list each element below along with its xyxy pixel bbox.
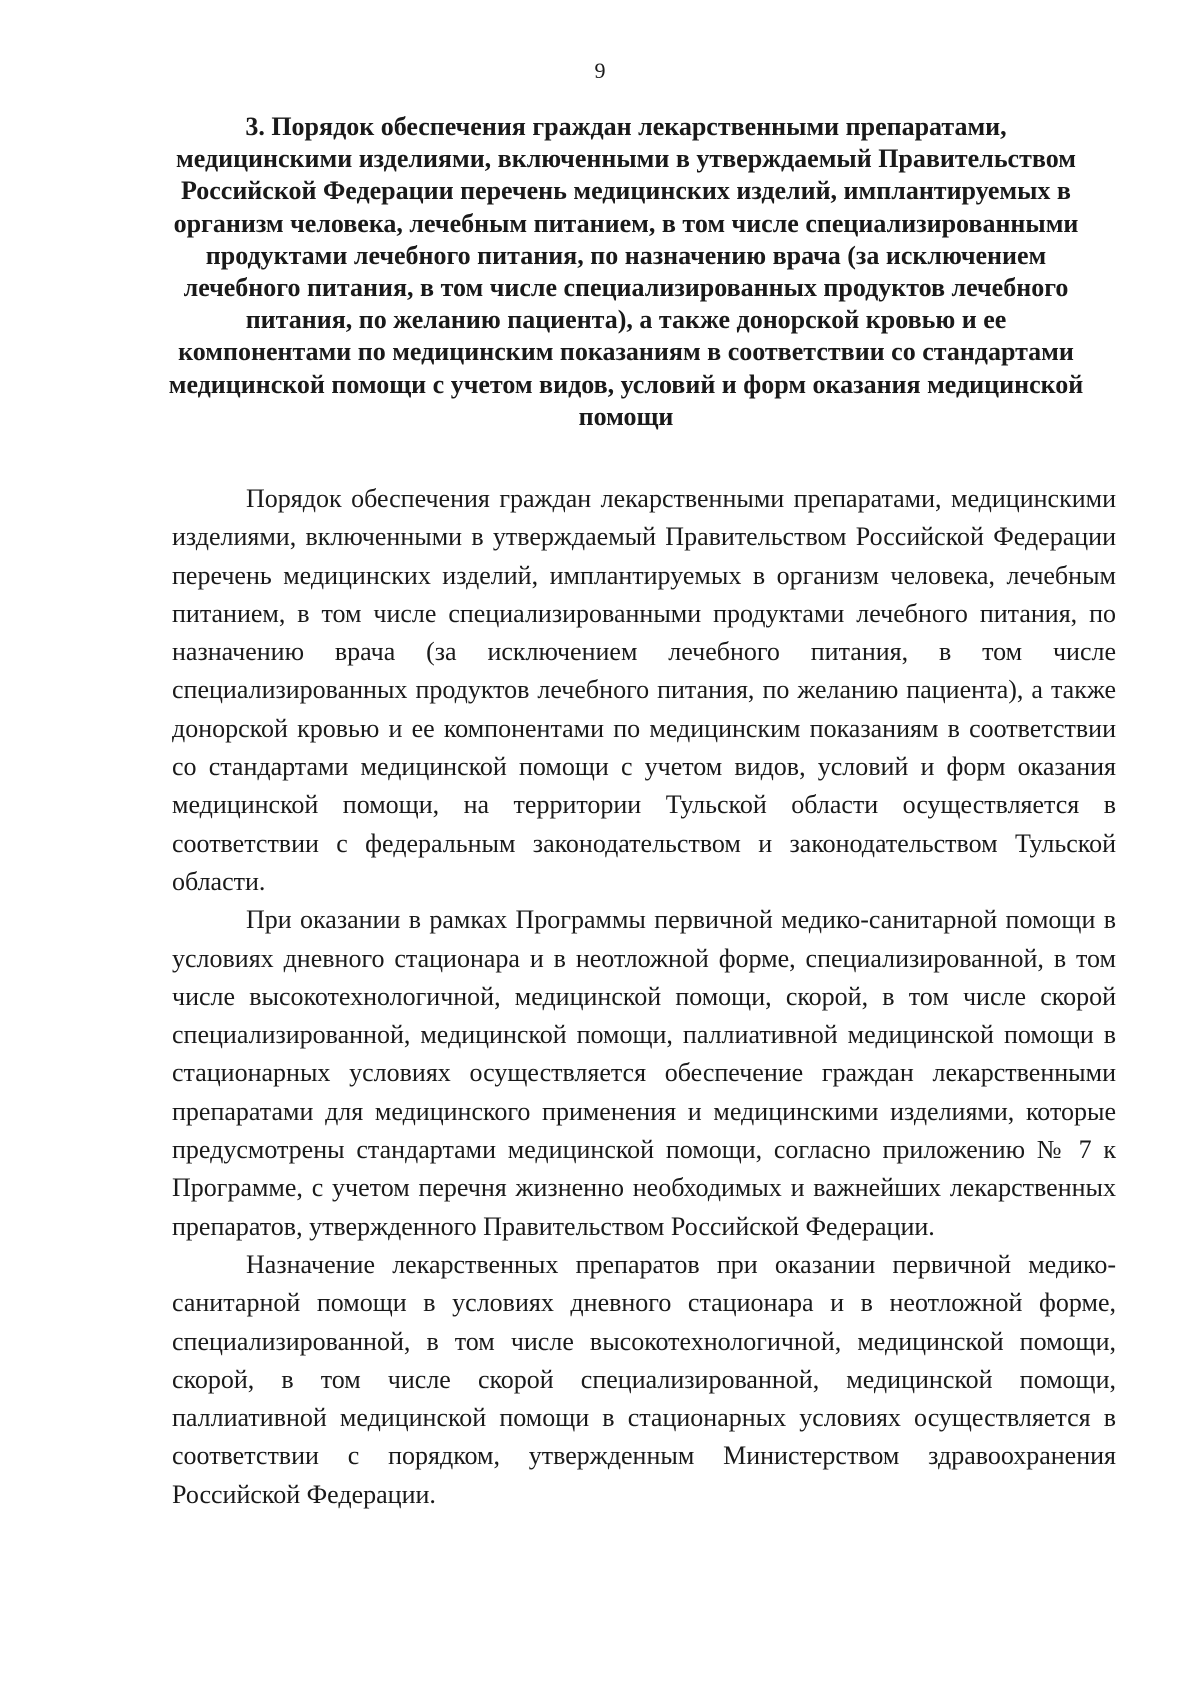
paragraph-2: При оказании в рамках Программы первичной медико-санитарной помощи в условиях дневного стационара и в неотложной форме, специализированной, в том числе высокотехнологичной, медицинской помощи, скорой, в том числе скорой специализированной, медицинской помощи, паллиативной медицинской помощи в стационарных условиях осуществляется обеспечение граждан лекарственными препаратами для медицинского применения и медицинскими изделиями, которые предусмотрены стандартами медицинской помощи, согласно приложению № 7 к Программе, с учетом перечня жизненно необходимых и важнейших лекарственных препаратов, утвержденного Правительством Российской Федерации. [172,905,1116,1241]
section-title: 3. Порядок обеспечения граждан лекарственными препаратами, медицинскими изделиями, включенными в утверждаемый Правительством Российской Федерации перечень медицинских изделий, имплантируемых в организм человека, лечебным питанием, в том числе специализированными продуктами лечебного питания, по назначению врача (за исключением лечебного питания, в том числе специализированных продуктов лечебного питания, по желанию пациента), а также донорской кровью и ее компонентами по медицинским показаниям в соответствии со стандартами медицинской помощи с учетом видов, условий и форм оказания медицинской помощи [168,112,1084,431]
document-body [172,480,1116,1514]
paragraph-3: Назначение лекарственных препаратов при оказании первичной медико-санитарной помощи в условиях дневного стационара и в неотложной форме, специализированной, в том числе высокотехнологичной, медицинской помощи, скорой, в том числе скорой специализированной, медицинской помощи, паллиативной медицинской помощи в стационарных условиях осуществляется в соответствии с порядком, утвержденным Министерством здравоохранения Российской Федерации. [172,1249,1116,1509]
page-number: 9 [594,58,606,83]
paragraph-1: Порядок обеспечения граждан лекарственными препаратами, медицинскими изделиями, включенными в утверждаемый Правительством Российской Федерации перечень медицинских изделий, имплантируемых в организм человека, лечебным питанием, в том числе специализированными продуктами лечебного питания, по назначению врача (за исключением лечебного питания, в том числе специализированных продуктов лечебного питания, по желанию пациента), а также донорской кровью и ее компонентами по медицинским показаниям в соответствии со стандартами медицинской помощи с учетом видов, условий и форм оказания медицинской помощи, на территории Тульской области осуществляется в соответствии с федеральным законодательством и законодательством Тульской области. [172,484,1116,896]
